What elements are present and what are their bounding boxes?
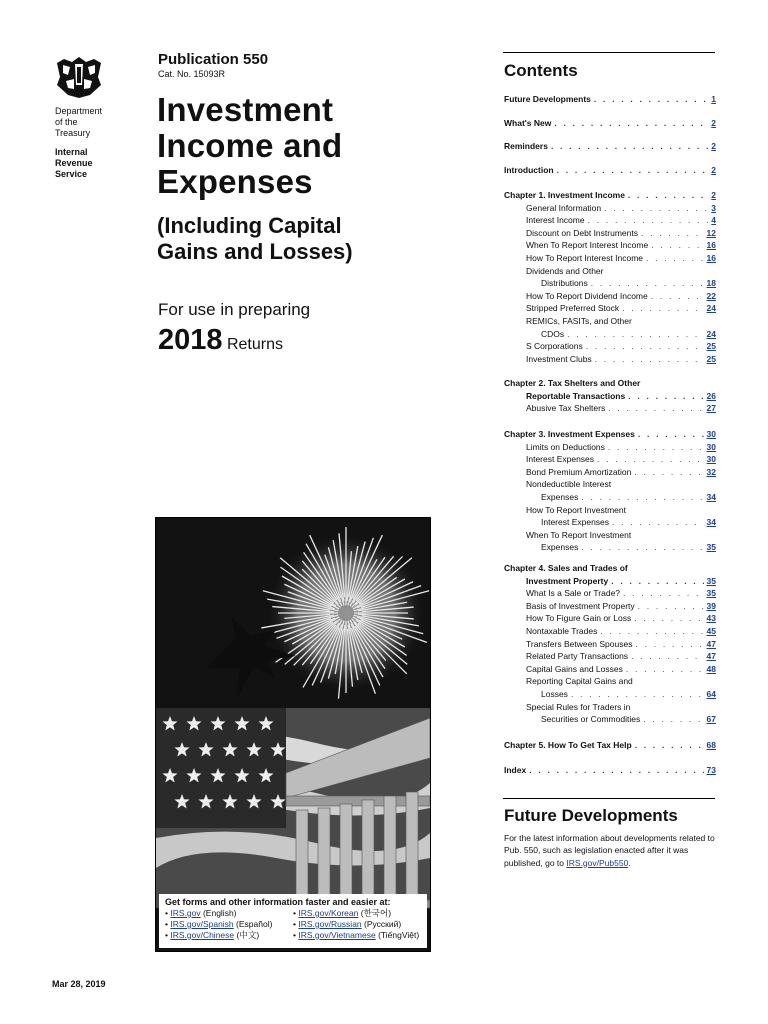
toc-entry[interactable]: Expenses . . . 35 bbox=[504, 541, 716, 554]
future-developments-divider bbox=[503, 798, 715, 799]
cover-image bbox=[155, 517, 431, 952]
toc-index-entry[interactable]: Index . . . 73 bbox=[504, 764, 716, 777]
toc-entry[interactable]: Reminders . . . 2 bbox=[504, 140, 716, 153]
toc-entry[interactable]: What Is a Sale or Trade? . . . 35 bbox=[504, 587, 716, 600]
toc-chapter-4 bbox=[504, 562, 716, 726]
contents-heading: Contents bbox=[504, 61, 578, 80]
toc-index bbox=[504, 764, 716, 777]
contents-divider bbox=[503, 52, 715, 53]
toc-entry[interactable]: What's New . . . 2 bbox=[504, 117, 716, 130]
irs-eagle-logo bbox=[54, 55, 104, 99]
toc-chapter-2 bbox=[504, 377, 716, 415]
toc-entry[interactable]: Transfers Between Spouses . . . 47 bbox=[504, 638, 716, 651]
internal-revenue-service: Internal Revenue Service bbox=[55, 147, 93, 179]
toc-entry[interactable]: Securities or Commodities . . . 67 bbox=[504, 713, 716, 726]
language-links-right bbox=[293, 908, 421, 941]
toc-entry[interactable]: How To Report Dividend Income . . . 22 bbox=[504, 290, 716, 303]
toc-entry[interactable]: Related Party Transactions . . . 47 bbox=[504, 650, 716, 663]
toc-entry-line: When To Report Investment bbox=[526, 529, 632, 540]
toc-chapter-line: Chapter 2. Tax Shelters and Other bbox=[504, 378, 641, 388]
toc-entry[interactable]: CDOs . . . 24 bbox=[504, 328, 716, 341]
toc-entry[interactable]: Bond Premium Amortization . . . 32 bbox=[504, 466, 716, 479]
toc-entry[interactable]: Losses . . . 64 bbox=[504, 688, 716, 701]
forms-info-title: Get forms and other information faster and easier at: bbox=[165, 897, 391, 907]
for-use-text: For use in preparing bbox=[158, 300, 311, 319]
toc-entry[interactable]: Stripped Preferred Stock . . . 24 bbox=[504, 302, 716, 315]
toc-chapter-5 bbox=[504, 739, 716, 752]
toc-entry[interactable]: How To Report Interest Income . . . 16 bbox=[504, 252, 716, 265]
toc-entry[interactable]: Limits on Deductions . . . 30 bbox=[504, 441, 716, 454]
toc-entry[interactable]: Interest Expenses . . . 34 bbox=[504, 516, 716, 529]
toc-entry[interactable]: Discount on Debt Instruments . . . 12 bbox=[504, 227, 716, 240]
toc-entry-line: Nondeductible Interest bbox=[526, 479, 612, 490]
toc-chapter-line: Chapter 4. Sales and Trades of bbox=[504, 563, 628, 573]
department-of-treasury: Department of the Treasury bbox=[55, 106, 103, 138]
toc-entry-line: Special Rules for Traders in bbox=[526, 701, 631, 712]
catalog-number: Cat. No. 15093R bbox=[158, 69, 226, 79]
publication-number: Publication 550 bbox=[158, 51, 269, 68]
toc-entry[interactable]: How To Figure Gain or Loss . . . 43 bbox=[504, 612, 716, 625]
publication-date: Mar 28, 2019 bbox=[52, 979, 106, 989]
toc-entry-line: REMICs, FASITs, and Other bbox=[526, 315, 632, 326]
toc-entry[interactable]: General Information . . . 3 bbox=[504, 202, 716, 215]
future-developments-text: For the latest information about developments related to Pub. 550, such as legislation enacted after it was published, go to IRS.gov/Pub550. bbox=[504, 833, 715, 868]
language-link-item[interactable]: • IRS.gov/Spanish (Español) bbox=[165, 919, 293, 930]
toc-entry[interactable]: Distributions . . . 18 bbox=[504, 277, 716, 290]
toc-entry[interactable]: Expenses . . . 34 bbox=[504, 491, 716, 504]
language-link-item[interactable]: • IRS.gov (English) bbox=[165, 908, 293, 919]
toc-chapter-3 bbox=[504, 428, 716, 554]
toc-chapter-1 bbox=[504, 189, 716, 365]
toc-entry-line: How To Report Investment bbox=[526, 504, 626, 515]
language-link-item[interactable]: • IRS.gov/Chinese (中文) bbox=[165, 930, 293, 941]
language-link-item[interactable]: • IRS.gov/Russian (Pусский) bbox=[293, 919, 421, 930]
toc-chapter-entry[interactable]: Chapter 3. Investment Expenses . . . 30 bbox=[504, 428, 716, 441]
toc-entry[interactable]: When To Report Interest Income . . . 16 bbox=[504, 239, 716, 252]
language-link-item[interactable]: • IRS.gov/Korean (한국어) bbox=[293, 908, 421, 919]
eagle-fireworks-flag-courthouse-illustration bbox=[156, 518, 430, 951]
toc-entry[interactable]: Interest Income . . . 4 bbox=[504, 214, 716, 227]
forms-info-box bbox=[159, 894, 427, 948]
toc-entry[interactable]: Interest Expenses . . . 30 bbox=[504, 453, 716, 466]
language-links-left bbox=[165, 908, 293, 941]
toc-chapter-entry[interactable]: Investment Property . . . 35 bbox=[504, 575, 716, 588]
document-title: Investment Income and Expenses bbox=[157, 91, 343, 200]
toc-entry[interactable]: Introduction . . . 2 bbox=[504, 164, 716, 177]
toc-entry[interactable]: Capital Gains and Losses . . . 48 bbox=[504, 663, 716, 676]
language-link-item[interactable]: • IRS.gov/Vietnamese (TiếngViệt) bbox=[293, 930, 421, 941]
toc-entry[interactable]: Investment Clubs . . . 25 bbox=[504, 353, 716, 366]
pub550-link[interactable]: IRS.gov/Pub550 bbox=[566, 857, 629, 868]
toc-top-section bbox=[504, 93, 716, 176]
toc-entry[interactable]: S Corporations . . . 25 bbox=[504, 340, 716, 353]
tax-year: 2018 bbox=[158, 324, 223, 356]
toc-entry[interactable]: Basis of Investment Property . . . 39 bbox=[504, 600, 716, 613]
future-developments-heading: Future Developments bbox=[504, 806, 678, 825]
tax-year-line bbox=[158, 324, 283, 357]
toc-entry[interactable]: Abusive Tax Shelters . . . 27 bbox=[504, 402, 716, 415]
toc-chapter-entry[interactable]: Reportable Transactions . . . 26 bbox=[504, 390, 716, 403]
toc-entry[interactable]: Future Developments . . . 1 bbox=[504, 93, 716, 106]
toc-entry-line: Reporting Capital Gains and bbox=[526, 676, 633, 687]
toc-chapter-entry[interactable]: Chapter 1. Investment Income . . . 2 bbox=[504, 189, 716, 202]
toc-entry-line: Dividends and Other bbox=[526, 265, 604, 276]
toc-entry[interactable]: Nontaxable Trades . . . 45 bbox=[504, 625, 716, 638]
toc-chapter-entry[interactable]: Chapter 5. How To Get Tax Help . . . 68 bbox=[504, 739, 716, 752]
document-subtitle: (Including Capital Gains and Losses) bbox=[157, 213, 353, 264]
returns-label: Returns bbox=[226, 336, 283, 353]
